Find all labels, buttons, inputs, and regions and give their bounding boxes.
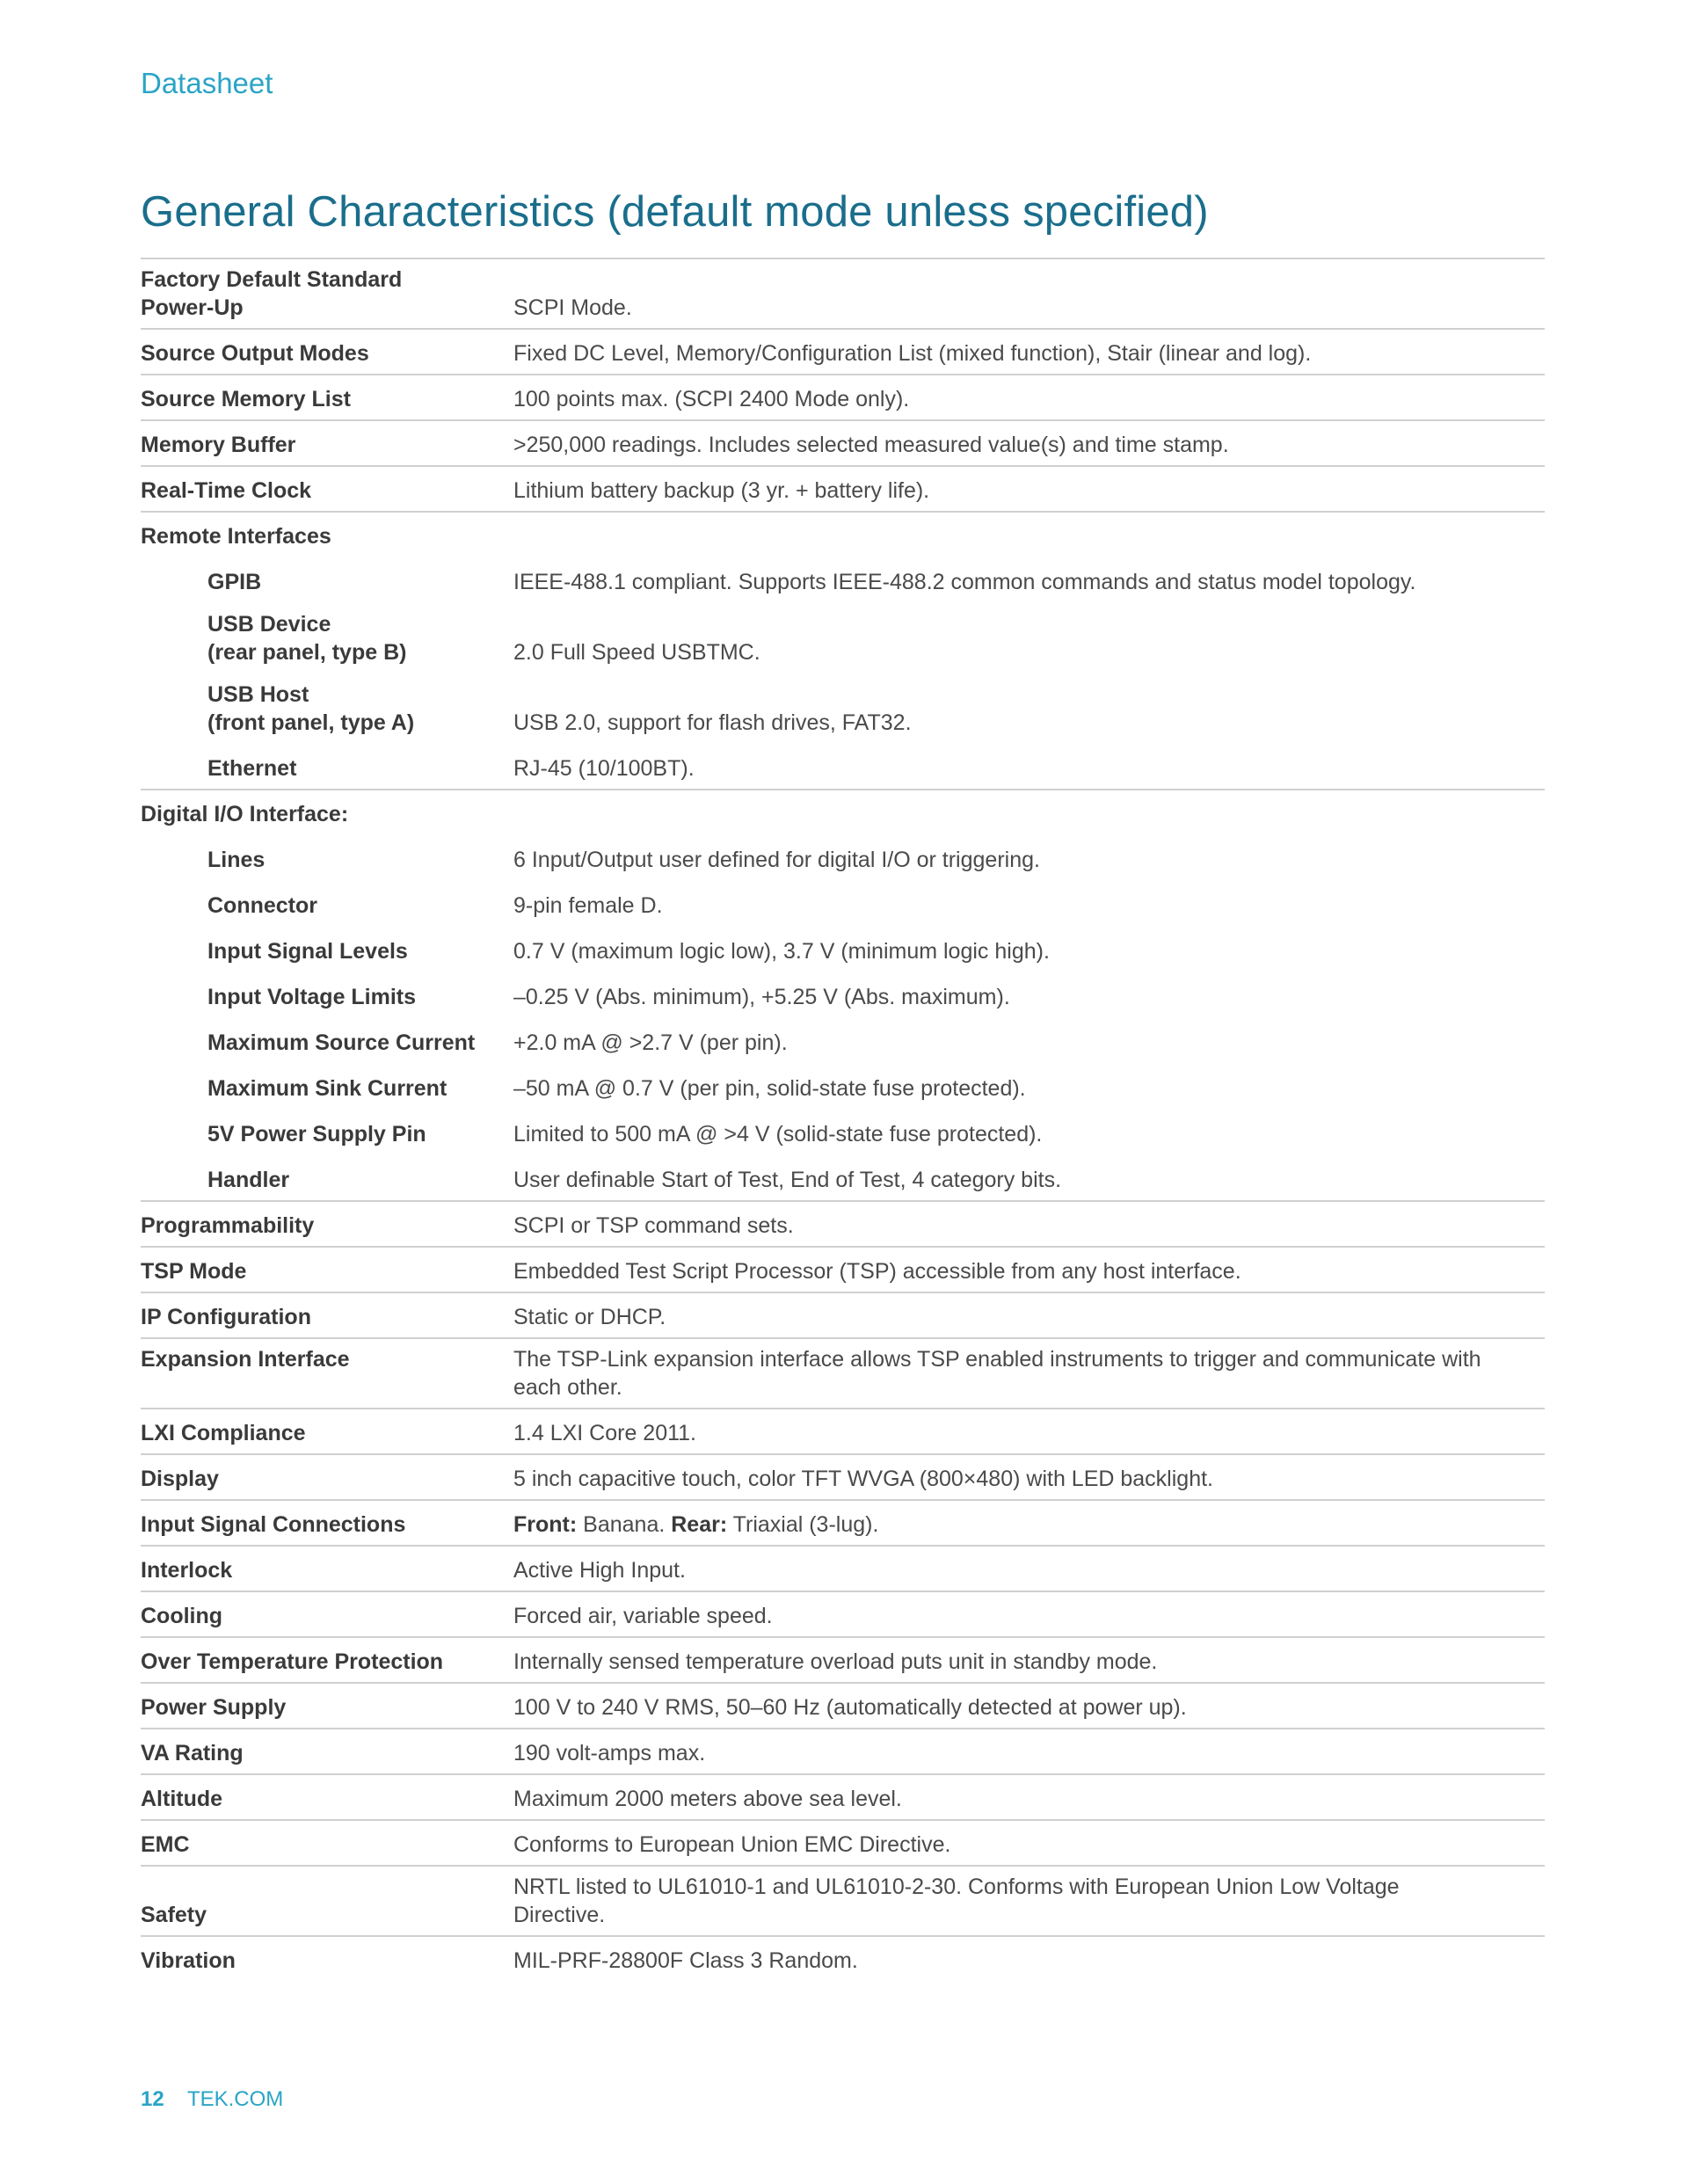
spec-label: Vibration xyxy=(141,1948,236,1973)
spec-label xyxy=(141,266,513,322)
spec-label: Input Voltage Limits xyxy=(207,985,417,1009)
spec-row-display xyxy=(141,1455,1545,1501)
spec-value: 6 Input/Output user defined for digital I/O or triggering. xyxy=(513,848,1040,872)
spec-label: Memory Buffer xyxy=(141,433,296,457)
spec-value: 2.0 Full Speed USBTMC. xyxy=(513,640,760,665)
spec-value: 9-pin female D. xyxy=(513,893,663,918)
spec-row-gpib xyxy=(141,558,1545,604)
spec-row-usb-host xyxy=(141,674,1545,745)
spec-row-5v-power-supply-pin xyxy=(141,1110,1545,1156)
spec-value: –0.25 V (Abs. minimum), +5.25 V (Abs. maximum). xyxy=(513,985,1010,1009)
spec-label: Input Signal Connections xyxy=(141,1512,406,1537)
spec-label: Connector xyxy=(207,893,317,918)
rear-label: Rear: xyxy=(671,1512,728,1537)
spec-row-interlock xyxy=(141,1547,1545,1592)
spec-label: IP Configuration xyxy=(141,1305,311,1329)
spec-label: Expansion Interface xyxy=(141,1347,350,1372)
spec-label: Handler xyxy=(207,1168,290,1192)
spec-label: Over Temperature Protection xyxy=(141,1649,444,1674)
spec-value: Internally sensed temperature overload puts unit in standby mode. xyxy=(513,1649,1158,1674)
spec-row-handler xyxy=(141,1156,1545,1202)
spec-label: EMC xyxy=(141,1832,190,1857)
spec-label: VA Rating xyxy=(141,1741,244,1765)
spec-label xyxy=(141,610,513,666)
spec-row-max-source-current xyxy=(141,1019,1545,1065)
spec-label: Interlock xyxy=(141,1558,233,1583)
spec-value: Forced air, variable speed. xyxy=(513,1604,773,1628)
spec-value: 100 V to 240 V RMS, 50–60 Hz (automatically detected at power up). xyxy=(513,1695,1187,1720)
spec-label xyxy=(141,681,513,737)
spec-value: SCPI or TSP command sets. xyxy=(513,1213,794,1238)
spec-value: Maximum 2000 meters above sea level. xyxy=(513,1787,902,1811)
spec-value: 0.7 V (maximum logic low), 3.7 V (minimum logic high). xyxy=(513,939,1050,964)
spec-row-tsp-mode xyxy=(141,1248,1545,1293)
spec-row-input-signal-connections xyxy=(141,1501,1545,1547)
spec-value: >250,000 readings. Includes selected measured value(s) and time stamp. xyxy=(513,433,1229,457)
spec-value: The TSP-Link expansion interface allows TSP enabled instruments to trigger and communicate with each other. xyxy=(513,1347,1481,1400)
spec-group-label: Digital I/O Interface: xyxy=(141,802,349,826)
spec-label-text: USB Device (rear panel, type B) xyxy=(207,612,407,665)
spec-label-text: Factory Default Standard Power-Up xyxy=(141,267,403,320)
spec-group-remote-interfaces xyxy=(141,513,1545,558)
spec-label: Source Memory List xyxy=(141,387,351,411)
spec-group-digital-io xyxy=(141,790,1545,836)
spec-label: Input Signal Levels xyxy=(207,939,408,964)
spec-label-text: USB Host (front panel, type A) xyxy=(207,682,415,735)
spec-value: IEEE-488.1 compliant. Supports IEEE-488.2 common commands and status model topology. xyxy=(513,570,1416,594)
spec-group-label: Remote Interfaces xyxy=(141,524,331,549)
spec-row-connector xyxy=(141,882,1545,928)
spec-row-over-temperature-protection xyxy=(141,1638,1545,1684)
spec-value: 100 points max. (SCPI 2400 Mode only). xyxy=(513,387,910,411)
spec-label: Power Supply xyxy=(141,1695,287,1720)
spec-label: Source Output Modes xyxy=(141,341,369,366)
spec-row-ethernet xyxy=(141,745,1545,790)
spec-row-programmability xyxy=(141,1202,1545,1248)
spec-row-va-rating xyxy=(141,1729,1545,1775)
spec-row-real-time-clock xyxy=(141,467,1545,513)
spec-label: Lines xyxy=(207,848,266,872)
spec-row-lines xyxy=(141,836,1545,882)
spec-label: LXI Compliance xyxy=(141,1421,306,1445)
spec-row-max-sink-current xyxy=(141,1065,1545,1110)
spec-label: Ethernet xyxy=(207,756,297,781)
page-footer xyxy=(141,2087,283,2112)
spec-row-ip-configuration xyxy=(141,1293,1545,1339)
spec-row-lxi-compliance xyxy=(141,1409,1545,1455)
datasheet-header-label: Datasheet xyxy=(141,67,273,99)
spec-row-factory-default xyxy=(141,259,1545,330)
spec-value: Static or DHCP. xyxy=(513,1305,666,1329)
spec-value: Active High Input. xyxy=(513,1558,686,1583)
spec-value: –50 mA @ 0.7 V (per pin, solid-state fuse protected). xyxy=(513,1076,1026,1101)
spec-value xyxy=(513,1511,1545,1539)
spec-value: SCPI Mode. xyxy=(513,295,632,320)
spec-row-source-memory-list xyxy=(141,375,1545,421)
spec-value: Limited to 500 mA @ >4 V (solid-state fuse protected). xyxy=(513,1122,1043,1147)
spec-value: +2.0 mA @ >2.7 V (per pin). xyxy=(513,1030,788,1055)
spec-label: Altitude xyxy=(141,1787,223,1811)
spec-row-input-voltage-limits xyxy=(141,973,1545,1019)
spec-label: Programmability xyxy=(141,1213,315,1238)
spec-value: 190 volt-amps max. xyxy=(513,1741,706,1765)
page-number: 12 xyxy=(141,2087,164,2111)
spec-value: Fixed DC Level, Memory/Configuration List (mixed function), Stair (linear and log). xyxy=(513,341,1312,366)
spec-table xyxy=(141,258,1545,1983)
spec-row-memory-buffer xyxy=(141,421,1545,467)
spec-value: Lithium battery backup (3 yr. + battery life). xyxy=(513,478,930,503)
spec-label: Maximum Sink Current xyxy=(207,1076,447,1101)
spec-label: Cooling xyxy=(141,1604,223,1628)
footer-site-link[interactable]: TEK.COM xyxy=(186,2087,284,2111)
spec-value: Conforms to European Union EMC Directive. xyxy=(513,1832,951,1857)
spec-value: RJ-45 (10/100BT). xyxy=(513,756,695,781)
spec-label: 5V Power Supply Pin xyxy=(207,1122,426,1147)
spec-label: Safety xyxy=(141,1903,207,1927)
spec-row-cooling xyxy=(141,1592,1545,1638)
spec-label: Real-Time Clock xyxy=(141,478,312,503)
spec-value: Embedded Test Script Processor (TSP) accessible from any host interface. xyxy=(513,1259,1241,1284)
spec-value: MIL-PRF-28800F Class 3 Random. xyxy=(513,1948,858,1973)
spec-row-usb-device xyxy=(141,604,1545,674)
spec-row-power-supply xyxy=(141,1684,1545,1729)
spec-value: NRTL listed to UL61010-1 and UL61010-2-30. Conforms with European Union Low Voltage Directive. xyxy=(513,1875,1400,1927)
spec-row-source-output-modes xyxy=(141,330,1545,375)
spec-row-safety xyxy=(141,1867,1545,1937)
spec-row-emc xyxy=(141,1821,1545,1867)
spec-value: 5 inch capacitive touch, color TFT WVGA (800×480) with LED backlight. xyxy=(513,1467,1213,1491)
spec-value: USB 2.0, support for flash drives, FAT32. xyxy=(513,710,912,735)
spec-row-input-signal-levels xyxy=(141,928,1545,973)
spec-label: Maximum Source Current xyxy=(207,1030,476,1055)
rear-value: Triaxial (3-lug). xyxy=(727,1512,879,1537)
spec-row-expansion-interface xyxy=(141,1339,1545,1409)
spec-value: 1.4 LXI Core 2011. xyxy=(513,1421,697,1445)
front-value: Banana. xyxy=(577,1512,672,1537)
spec-row-vibration xyxy=(141,1937,1545,1983)
spec-label: GPIB xyxy=(207,570,262,594)
spec-label: Display xyxy=(141,1467,219,1491)
page-title: General Characteristics (default mode unless specified) xyxy=(141,188,1209,236)
spec-label: TSP Mode xyxy=(141,1259,247,1284)
front-label: Front: xyxy=(513,1512,578,1537)
spec-row-altitude xyxy=(141,1775,1545,1821)
spec-value: User definable Start of Test, End of Test, 4 category bits. xyxy=(513,1168,1062,1192)
